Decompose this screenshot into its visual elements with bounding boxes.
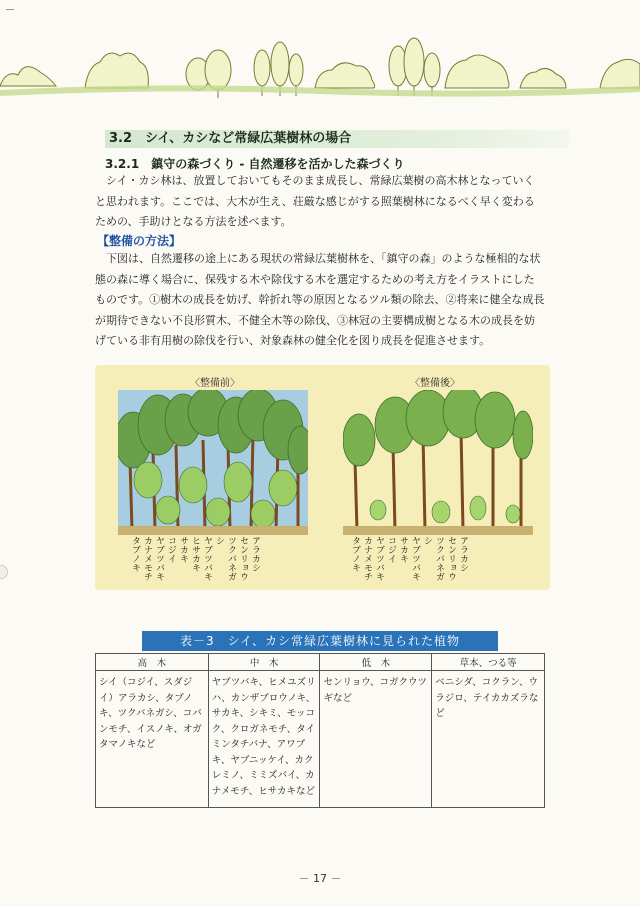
method-paragraph: 下図は、自然遷移の途上にある現状の常緑広葉樹林を、「鎮守の森」のような極相的な状態の森に導く場合に、保残する木や除伐する木を選定するための考え方をイラストにしたものです。①樹木の成長を妨げ、幹折れ等の原因となるツル類の除去、②将来に健全な成長が期待できない不良形質木、不健全木等の除伐、③林冠の主要構成樹となる木の成長を妨げている非有用樹の除伐を行い、対象森林の健全化を図り成長を促進させます。 (95, 252, 545, 347)
header-tall-trees: 高 木 (96, 654, 209, 671)
subsection-title: 3.2.1 鎮守の森づくり - 自然遷移を活かした森づくり (105, 157, 405, 171)
species-label: ヤブツバキ (202, 536, 212, 581)
intro-paragraph: シイ・カシ林は、放置しておいてもそのまま成長し、常緑広葉樹の高木林となっていくと思われます。ここでは、大木が生え、荘厳な感じがする照葉樹林になるべく早く変わるための、手助けとなる方法を述べます。 (95, 174, 535, 228)
binder-hole (0, 565, 8, 579)
header-medium-trees: 中 木 (208, 654, 320, 671)
table-caption: 表－3 シイ、カシ常緑広葉樹林に見られた植物 (142, 631, 498, 651)
species-label: ツクバネガシ (422, 536, 444, 581)
species-label: コジイ (386, 536, 396, 563)
header-tree-illustration (0, 0, 640, 105)
table-row (96, 671, 545, 808)
species-label: カナメモチ (142, 536, 152, 581)
species-label: ヤブツバキ (154, 536, 164, 581)
header-shrubs: 低 木 (320, 654, 432, 671)
species-label: アラカシ (458, 536, 468, 572)
section-title: 3.2 シイ、カシなど常緑広葉樹林の場合 (105, 130, 569, 148)
species-label: センリョウ (446, 536, 456, 581)
before-label: 〈整備前〉 (190, 378, 240, 389)
species-label: コジイ (166, 536, 176, 563)
page-number: － 17 － (298, 872, 342, 885)
method-heading: 【整備の方法】 (97, 234, 182, 248)
species-label: ヒサカキ (190, 536, 200, 572)
species-label: ヤブツバキ (374, 536, 384, 581)
species-label: タブノキ (350, 536, 360, 572)
species-label: センリョウ (238, 536, 248, 581)
species-label: ヤブツバキ (410, 536, 420, 581)
forest-before-illustration (118, 390, 308, 535)
species-label: アラカシ (250, 536, 260, 572)
plant-table (95, 653, 545, 808)
species-label: サカキ (178, 536, 188, 563)
table-header-row (96, 654, 545, 671)
species-label: タブノキ (130, 536, 140, 572)
species-label: サカキ (398, 536, 408, 563)
header-herbs-vines: 草本、つる等 (432, 654, 545, 671)
table-cell: ベニシダ、コクラン、ウラジロ、テイカカズラなど (432, 671, 545, 808)
table-cell: ヤブツバキ、ヒメユズリハ、カンザブロウノキ、サカキ、シキミ、モッコク、クロガネモチ、タイミンタチバナ、アワブキ、ヤブニッケイ、カクレミノ、ミミズバイ、カナメモチ、ヒサカキなど (208, 671, 320, 808)
table-cell: センリョウ、コガクウツギなど (320, 671, 432, 808)
species-label: ツクバネガシ (214, 536, 236, 581)
species-labels-after (349, 536, 469, 588)
species-label: カナメモチ (362, 536, 372, 581)
after-label: 〈整備後〉 (410, 378, 460, 389)
table-cell: シイ（コジイ、スダジイ）アラカシ、タブノキ、ツクバネガシ、コバンモチ、イスノキ、オガタマノキなど (96, 671, 209, 808)
forest-after-illustration (343, 390, 533, 535)
species-labels-before (129, 536, 261, 588)
